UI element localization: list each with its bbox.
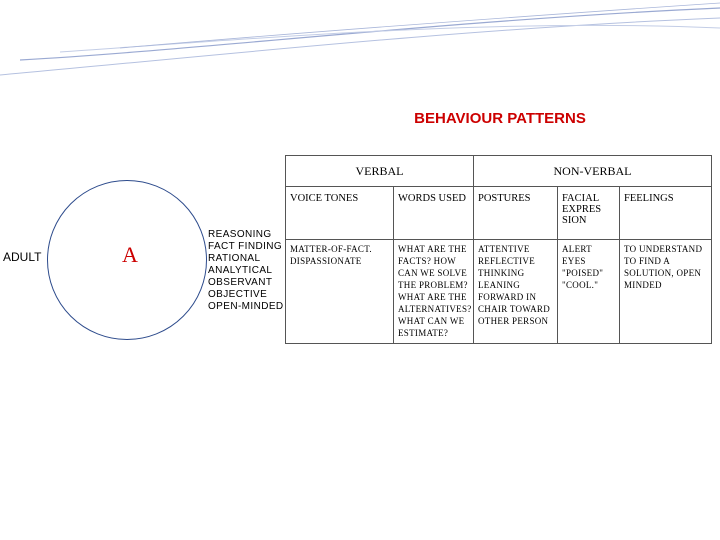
trait-item: FACT FINDING [208,241,283,252]
ego-state-letter: A [122,242,138,267]
postures-cell: ATTENTIVE REFLECTIVE THINKING LEANING FORWARD IN CHAIR TOWARD OTHER PERSON [474,240,558,344]
feelings-header: FEELINGS [620,187,712,240]
voice-tones-header: VOICE TONES [286,187,394,240]
page-title: BEHAVIOUR PATTERNS [414,110,586,127]
trait-item: OBSERVANT [208,277,273,288]
column-header-row [286,187,712,240]
behaviour-table [285,155,712,344]
trait-item: REASONING [208,229,272,240]
facial-expression-header: FACIAL EXPRES SION [558,187,620,240]
trait-item: OPEN-MINDED [208,301,284,312]
words-used-cell: WHAT ARE THE FACTS? HOW CAN WE SOLVE THE PROBLEM? WHAT ARE THE ALTERNATIVES? WHAT CAN WE ESTIMATE? [394,240,474,344]
postures-header: POSTURES [474,187,558,240]
feelings-cell: TO UNDERSTAND TO FIND A SOLUTION, OPEN MINDED [620,240,712,344]
trait-item: ANALYTICAL [208,265,273,276]
non-verbal-header: NON-VERBAL [474,156,712,187]
trait-list [208,229,284,313]
verbal-header: VERBAL [286,156,474,187]
table-row [286,240,712,344]
decorative-swoosh [0,0,720,120]
trait-item: OBJECTIVE [208,289,268,300]
ego-state-label: ADULT [3,250,42,264]
facial-expression-cell: ALERT EYES "POISED" "COOL." [558,240,620,344]
voice-tones-cell: MATTER-OF-FACT. DISPASSIONATE [286,240,394,344]
trait-item: RATIONAL [208,253,261,264]
words-used-header: WORDS USED [394,187,474,240]
group-header-row [286,156,712,187]
